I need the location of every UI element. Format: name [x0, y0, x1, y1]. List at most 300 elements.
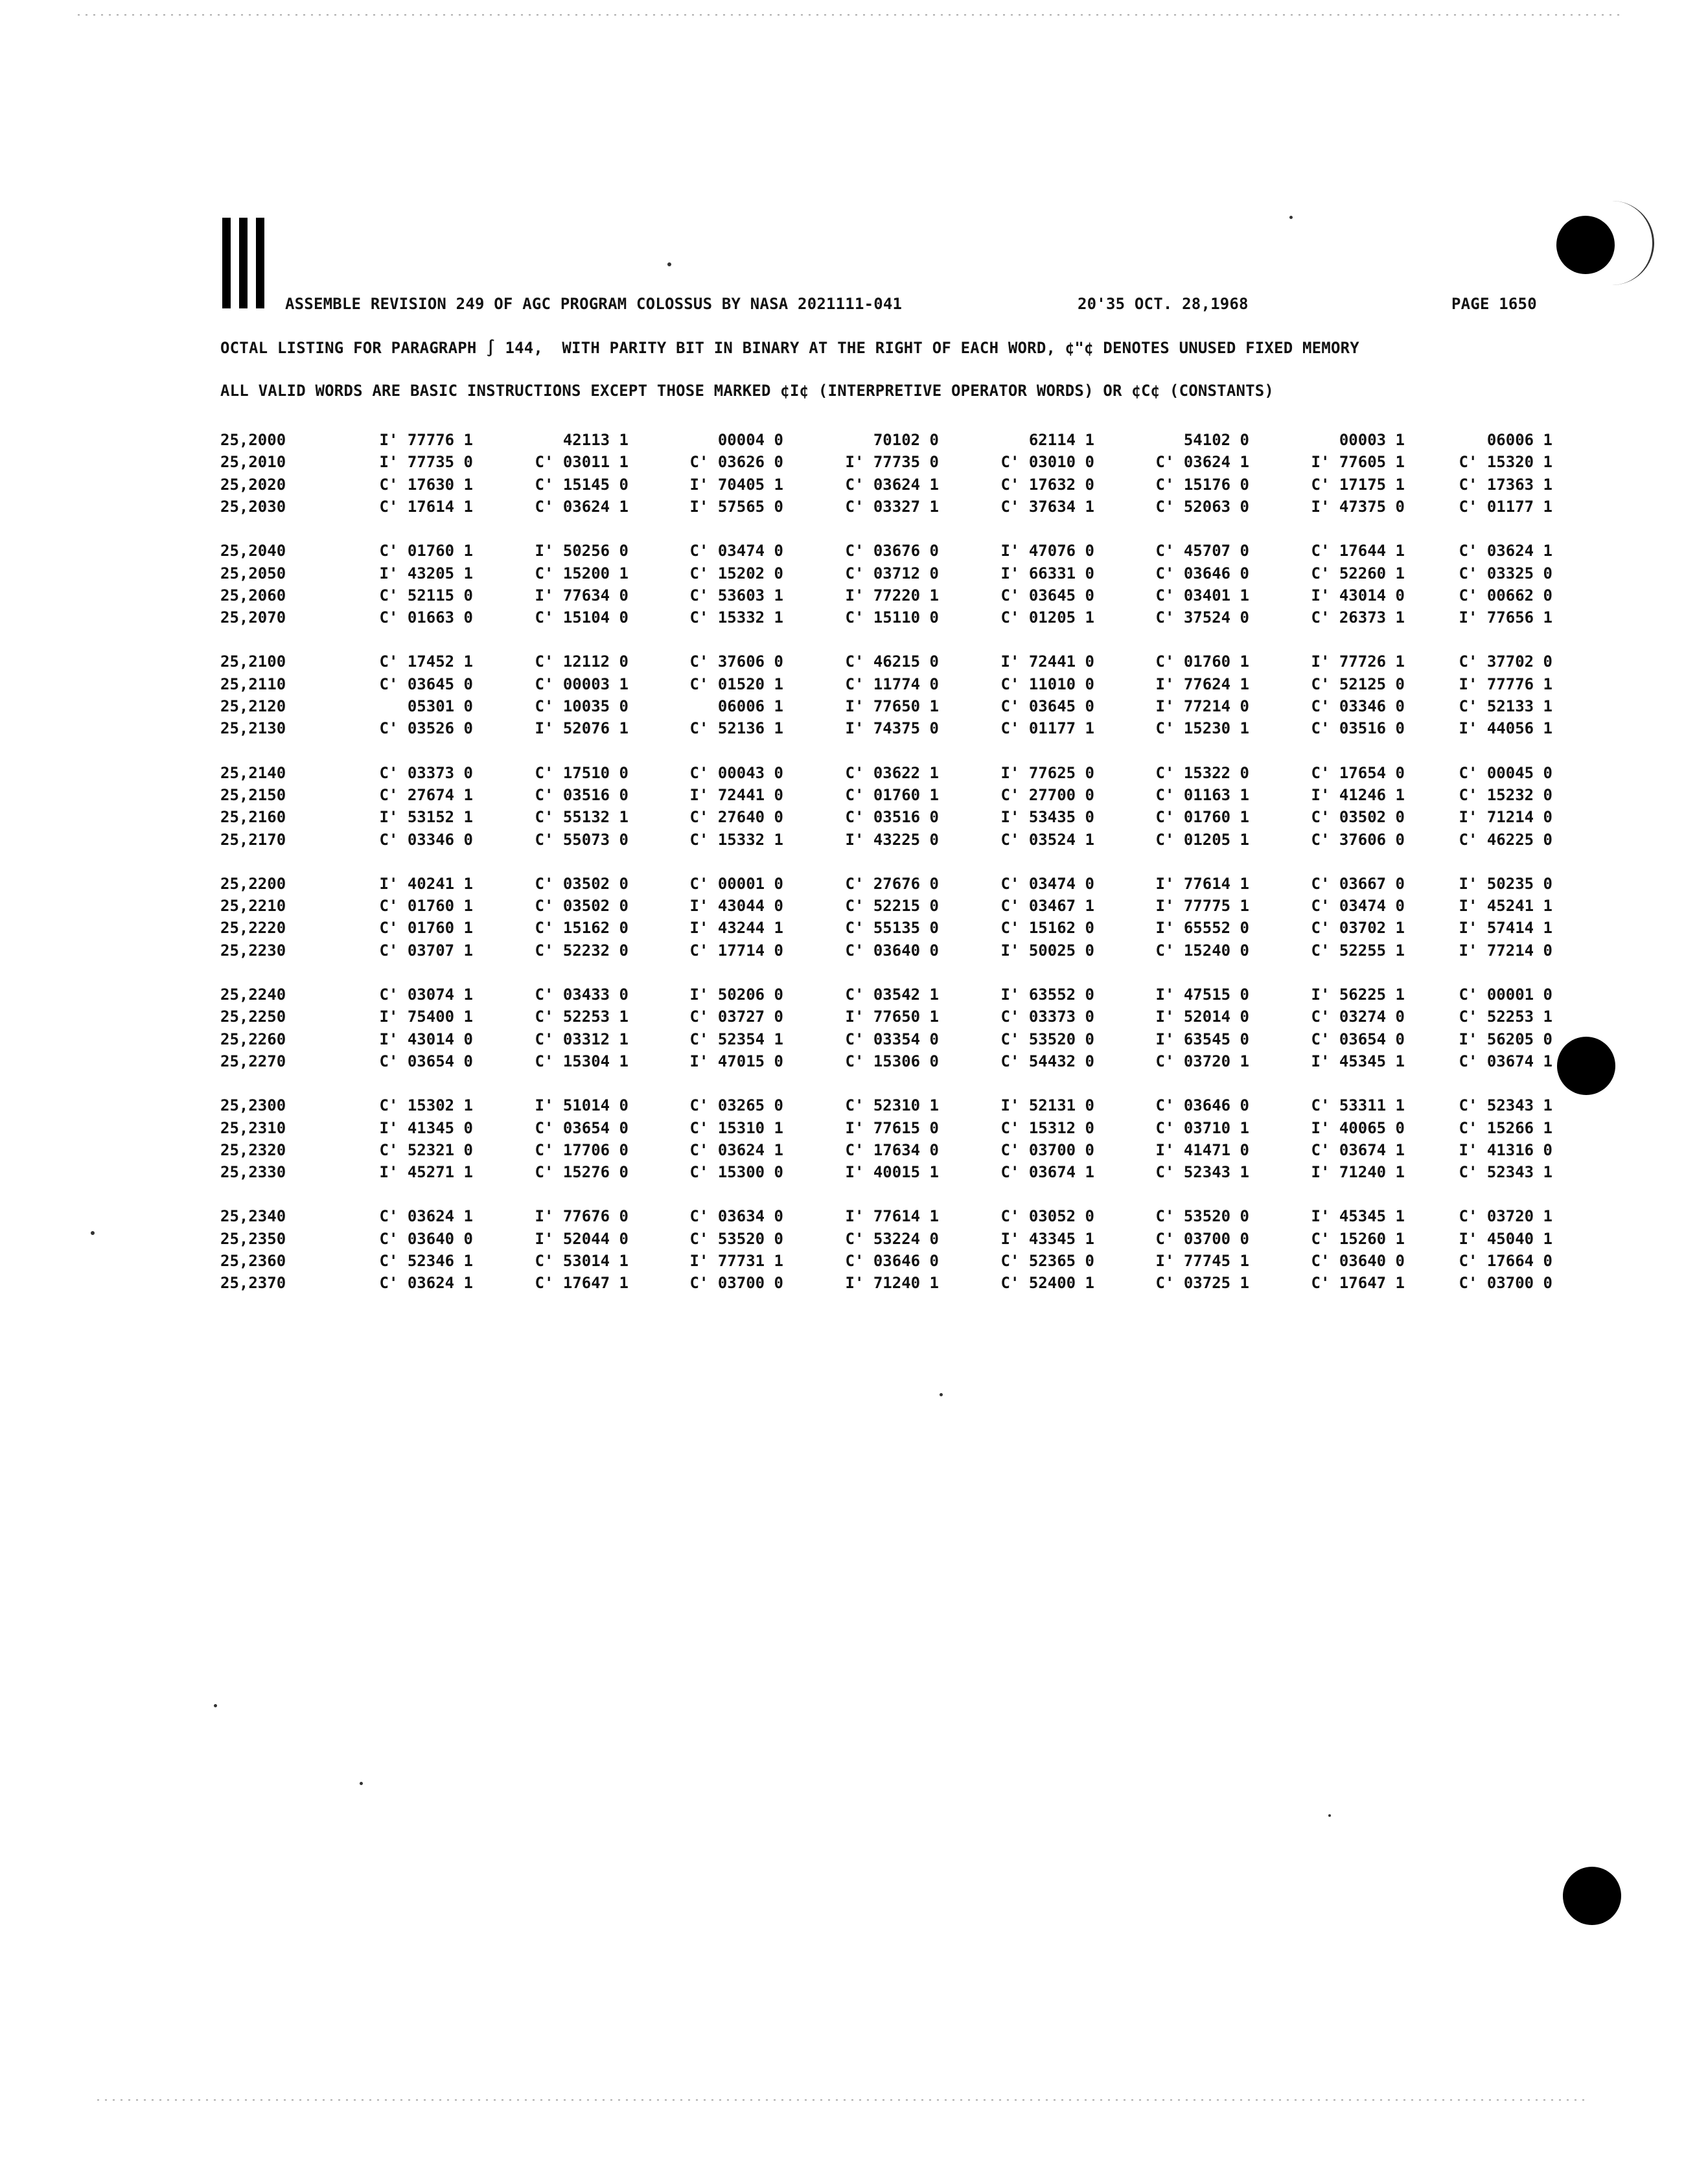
memory-word: C' 15300 0: [689, 1163, 783, 1182]
row-address: 25,2130: [220, 719, 286, 738]
memory-word: C' 12112 0: [535, 652, 629, 671]
memory-word: I' 75400 1: [379, 1008, 473, 1026]
memory-word: C' 01760 1: [379, 897, 473, 916]
memory-word: C' 03524 1: [1000, 830, 1094, 849]
memory-word: I' 63545 0: [1155, 1030, 1249, 1048]
memory-word: C' 03346 0: [379, 830, 473, 849]
memory-word: I' 50256 0: [535, 542, 629, 560]
memory-word: C' 03346 0: [1311, 697, 1405, 715]
memory-word: C' 00001 0: [1459, 986, 1552, 1004]
memory-word: I' 77735 0: [845, 453, 939, 472]
memory-word: C' 52343 1: [1459, 1096, 1552, 1115]
row-address: 25,2120: [220, 697, 286, 715]
memory-word: I' 77614 1: [1155, 874, 1249, 893]
memory-word: C' 01663 0: [379, 608, 473, 627]
memory-word: C' 15162 0: [1000, 919, 1094, 938]
memory-word: I' 43014 0: [1311, 586, 1405, 605]
memory-word: I' 65552 0: [1155, 919, 1249, 938]
memory-word: C' 00043 0: [689, 763, 783, 782]
memory-word: C' 17647 1: [535, 1274, 629, 1293]
row-address: 25,2350: [220, 1229, 286, 1248]
row-address: 25,2200: [220, 874, 286, 893]
memory-word: 00003 1: [1339, 431, 1405, 449]
speck: [214, 1704, 217, 1707]
memory-word: I' 56205 0: [1459, 1030, 1552, 1048]
memory-word: C' 03354 0: [845, 1030, 939, 1048]
memory-word: C' 01163 1: [1155, 785, 1249, 804]
memory-word: I' 45040 1: [1459, 1229, 1552, 1248]
memory-word: C' 03624 1: [379, 1207, 473, 1226]
memory-word: C' 37606 0: [1311, 830, 1405, 849]
memory-word: C' 15145 0: [535, 475, 629, 494]
assembly-date: 20'35 OCT. 28,1968: [1078, 295, 1249, 313]
memory-word: C' 03325 0: [1459, 564, 1552, 583]
memory-word: C' 37702 0: [1459, 652, 1552, 671]
memory-word: C' 03622 1: [845, 763, 939, 782]
memory-word: I' 47076 0: [1000, 542, 1094, 560]
memory-word: C' 03727 0: [689, 1008, 783, 1026]
memory-word: C' 52253 1: [1459, 1008, 1552, 1026]
memory-word: I' 52076 1: [535, 719, 629, 738]
memory-word: C' 03010 0: [1000, 453, 1094, 472]
row-address: 25,2260: [220, 1030, 286, 1048]
row-address: 25,2240: [220, 986, 286, 1004]
memory-word: C' 15162 0: [535, 919, 629, 938]
memory-word: C' 01760 1: [845, 785, 939, 804]
memory-word: C' 01760 1: [1155, 808, 1249, 827]
memory-word: I' 77676 0: [535, 1207, 629, 1226]
row-address: 25,2050: [220, 564, 286, 583]
memory-word: I' 77745 1: [1155, 1252, 1249, 1270]
memory-word: C' 15240 0: [1155, 941, 1249, 960]
memory-word: C' 03373 0: [1000, 1008, 1094, 1026]
memory-word: C' 52400 1: [1000, 1274, 1094, 1293]
row-address: 25,2150: [220, 785, 286, 804]
row-address: 25,2060: [220, 586, 286, 605]
memory-word: C' 17634 0: [845, 1140, 939, 1159]
memory-word: C' 37606 0: [689, 652, 783, 671]
memory-word: I' 41345 0: [379, 1118, 473, 1137]
memory-word: C' 03516 0: [1311, 719, 1405, 738]
row-address: 25,2100: [220, 652, 286, 671]
memory-word: C' 03640 0: [845, 941, 939, 960]
memory-word: C' 03433 0: [535, 986, 629, 1004]
memory-word: I' 77731 1: [689, 1252, 783, 1270]
memory-word: C' 17706 0: [535, 1140, 629, 1159]
row-address: 25,2270: [220, 1052, 286, 1070]
memory-word: C' 03011 1: [535, 453, 629, 472]
memory-word: C' 52136 1: [689, 719, 783, 738]
memory-word: I' 77220 1: [845, 586, 939, 605]
memory-word: C' 03474 0: [1000, 874, 1094, 893]
memory-word: I' 43225 0: [845, 830, 939, 849]
memory-word: C' 15332 1: [689, 608, 783, 627]
memory-word: C' 15276 0: [535, 1163, 629, 1182]
hole-punch-middle: [1557, 1037, 1615, 1095]
memory-word: I' 57414 1: [1459, 919, 1552, 938]
memory-word: C' 26373 1: [1311, 608, 1405, 627]
memory-word: C' 52125 0: [1311, 675, 1405, 693]
memory-word: I' 41246 1: [1311, 785, 1405, 804]
memory-word: I' 77614 1: [845, 1207, 939, 1226]
memory-word: I' 45271 1: [379, 1163, 473, 1182]
memory-word: C' 52115 0: [379, 586, 473, 605]
memory-word: C' 46225 0: [1459, 830, 1552, 849]
memory-word: C' 03526 0: [379, 719, 473, 738]
row-address: 25,2300: [220, 1096, 286, 1115]
memory-word: I' 43345 1: [1000, 1229, 1094, 1248]
memory-word: C' 01177 1: [1000, 719, 1094, 738]
memory-word: C' 03373 0: [379, 763, 473, 782]
memory-word: 00004 0: [717, 431, 783, 449]
memory-word: I' 51014 0: [535, 1096, 629, 1115]
memory-word: I' 72441 0: [689, 785, 783, 804]
memory-word: C' 52321 0: [379, 1140, 473, 1159]
memory-word: C' 03674 1: [1000, 1163, 1094, 1182]
memory-word: C' 52346 1: [379, 1252, 473, 1270]
memory-word: C' 03474 0: [689, 542, 783, 560]
memory-word: C' 03516 0: [535, 785, 629, 804]
memory-word: C' 03542 1: [845, 986, 939, 1004]
memory-word: C' 55135 0: [845, 919, 939, 938]
memory-word: C' 03645 0: [379, 675, 473, 693]
header-line-3: ALL VALID WORDS ARE BASIC INSTRUCTIONS EXCEPT THOSE MARKED ¢I¢ (INTERPRETIVE OPERATOR WORDS) OR ¢C¢ (CONSTANTS): [220, 382, 1275, 400]
memory-word: C' 53520 0: [1155, 1207, 1249, 1226]
memory-word: C' 03700 0: [1155, 1229, 1249, 1248]
memory-word: I' 41316 0: [1459, 1140, 1552, 1159]
memory-word: C' 01177 1: [1459, 497, 1552, 516]
memory-word: I' 52044 0: [535, 1229, 629, 1248]
memory-word: C' 17644 1: [1311, 542, 1405, 560]
memory-word: C' 15322 0: [1155, 763, 1249, 782]
memory-word: C' 03640 0: [1311, 1252, 1405, 1270]
memory-word: 62114 1: [1028, 431, 1094, 449]
memory-word: C' 00662 0: [1459, 586, 1552, 605]
memory-word: I' 66331 0: [1000, 564, 1094, 583]
memory-word: C' 01760 1: [379, 542, 473, 560]
memory-word: C' 03624 1: [535, 497, 629, 516]
memory-word: I' 53152 1: [379, 808, 473, 827]
memory-word: C' 15332 1: [689, 830, 783, 849]
memory-word: I' 44056 1: [1459, 719, 1552, 738]
memory-word: I' 77214 0: [1459, 941, 1552, 960]
memory-word: C' 15176 0: [1155, 475, 1249, 494]
row-address: 25,2370: [220, 1274, 286, 1293]
memory-word: C' 27676 0: [845, 874, 939, 893]
memory-word: I' 77735 0: [379, 453, 473, 472]
memory-word: C' 03312 1: [535, 1030, 629, 1048]
memory-word: C' 17632 0: [1000, 475, 1094, 494]
memory-word: C' 03667 0: [1311, 874, 1405, 893]
memory-word: C' 03712 0: [845, 564, 939, 583]
memory-word: 06006 1: [1486, 431, 1552, 449]
memory-word: C' 17175 1: [1311, 475, 1405, 494]
memory-word: C' 52365 0: [1000, 1252, 1094, 1270]
memory-word: C' 03710 1: [1155, 1118, 1249, 1137]
memory-word: C' 03074 1: [379, 986, 473, 1004]
memory-word: 05301 0: [407, 697, 473, 715]
memory-word: C' 03707 1: [379, 941, 473, 960]
memory-word: 42113 1: [562, 431, 629, 449]
memory-word: C' 45707 0: [1155, 542, 1249, 560]
memory-word: C' 03700 0: [1000, 1140, 1094, 1159]
memory-word: I' 77776 1: [379, 431, 473, 449]
memory-word: C' 15202 0: [689, 564, 783, 583]
memory-word: I' 47015 0: [689, 1052, 783, 1070]
memory-word: C' 15230 1: [1155, 719, 1249, 738]
memory-word: C' 52343 1: [1459, 1163, 1552, 1182]
memory-word: C' 10035 0: [535, 697, 629, 715]
memory-word: C' 03646 0: [845, 1252, 939, 1270]
memory-word: C' 03640 0: [379, 1229, 473, 1248]
memory-word: C' 03624 1: [1155, 453, 1249, 472]
row-address: 25,2070: [220, 608, 286, 627]
memory-word: C' 01760 1: [379, 919, 473, 938]
memory-word: C' 03645 0: [1000, 586, 1094, 605]
memory-word: C' 01760 1: [1155, 652, 1249, 671]
memory-word: C' 52253 1: [535, 1008, 629, 1026]
memory-word: I' 43014 0: [379, 1030, 473, 1048]
memory-word: I' 77775 1: [1155, 897, 1249, 916]
memory-word: I' 77624 1: [1155, 675, 1249, 693]
memory-word: I' 71240 1: [845, 1274, 939, 1293]
memory-word: I' 70405 1: [689, 475, 783, 494]
memory-word: C' 03052 0: [1000, 1207, 1094, 1226]
memory-word: I' 40015 1: [845, 1163, 939, 1182]
memory-word: I' 63552 0: [1000, 986, 1094, 1004]
memory-word: I' 77634 0: [535, 586, 629, 605]
memory-word: I' 77650 1: [845, 697, 939, 715]
memory-word: I' 77605 1: [1311, 453, 1405, 472]
memory-word: C' 55132 1: [535, 808, 629, 827]
speck: [1328, 1814, 1331, 1817]
memory-word: 70102 0: [873, 431, 939, 449]
memory-word: C' 03654 0: [1311, 1030, 1405, 1048]
memory-word: C' 15232 0: [1459, 785, 1552, 804]
hole-punch-top: [1556, 216, 1615, 274]
speck: [940, 1393, 943, 1396]
memory-word: C' 37524 0: [1155, 608, 1249, 627]
memory-word: C' 52354 1: [689, 1030, 783, 1048]
memory-word: C' 54432 0: [1000, 1052, 1094, 1070]
memory-word: C' 03474 0: [1311, 897, 1405, 916]
memory-word: C' 03626 0: [689, 453, 783, 472]
memory-word: C' 52232 0: [535, 941, 629, 960]
memory-word: C' 53603 1: [689, 586, 783, 605]
memory-word: C' 17654 0: [1311, 763, 1405, 782]
memory-word: C' 17510 0: [535, 763, 629, 782]
row-address: 25,2030: [220, 497, 286, 516]
row-address: 25,2250: [220, 1008, 286, 1026]
top-edge-noise: [78, 14, 1620, 16]
memory-word: C' 03502 0: [535, 897, 629, 916]
memory-word: C' 03720 1: [1155, 1052, 1249, 1070]
memory-word: C' 52343 1: [1155, 1163, 1249, 1182]
memory-word: C' 01205 1: [1155, 830, 1249, 849]
row-address: 25,2360: [220, 1252, 286, 1270]
memory-word: C' 03700 0: [689, 1274, 783, 1293]
memory-word: C' 53224 0: [845, 1229, 939, 1248]
memory-word: 06006 1: [717, 697, 783, 715]
row-address: 25,2000: [220, 431, 286, 449]
memory-word: C' 17452 1: [379, 652, 473, 671]
memory-word: C' 03674 1: [1311, 1140, 1405, 1159]
row-address: 25,2310: [220, 1118, 286, 1137]
memory-word: I' 72441 0: [1000, 652, 1094, 671]
memory-word: C' 15302 1: [379, 1096, 473, 1115]
memory-word: C' 27674 1: [379, 785, 473, 804]
page-number: PAGE 1650: [1451, 295, 1537, 313]
memory-word: C' 15320 1: [1459, 453, 1552, 472]
memory-word: C' 03646 0: [1155, 564, 1249, 583]
row-address: 25,2210: [220, 897, 286, 916]
memory-word: C' 27640 0: [689, 808, 783, 827]
speck: [360, 1782, 363, 1785]
memory-word: I' 41471 0: [1155, 1140, 1249, 1159]
memory-word: C' 15110 0: [845, 608, 939, 627]
memory-word: C' 17647 1: [1311, 1274, 1405, 1293]
memory-word: C' 03502 0: [1311, 808, 1405, 827]
memory-word: I' 71214 0: [1459, 808, 1552, 827]
memory-word: C' 03274 0: [1311, 1008, 1405, 1026]
memory-word: C' 53520 0: [1000, 1030, 1094, 1048]
memory-word: C' 03624 1: [379, 1274, 473, 1293]
memory-word: C' 17630 1: [379, 475, 473, 494]
memory-word: C' 15266 1: [1459, 1118, 1552, 1137]
row-address: 25,2110: [220, 675, 286, 693]
memory-word: C' 52133 1: [1459, 697, 1552, 715]
memory-word: C' 03654 0: [379, 1052, 473, 1070]
memory-word: I' 43205 1: [379, 564, 473, 583]
memory-word: C' 17714 0: [689, 941, 783, 960]
memory-word: C' 15312 0: [1000, 1118, 1094, 1137]
memory-word: I' 77726 1: [1311, 652, 1405, 671]
memory-word: 54102 0: [1183, 431, 1249, 449]
memory-word: I' 53435 0: [1000, 808, 1094, 827]
memory-word: C' 03645 0: [1000, 697, 1094, 715]
bottom-edge-noise: [97, 2099, 1587, 2101]
memory-word: C' 46215 0: [845, 652, 939, 671]
speck: [1289, 216, 1293, 219]
memory-word: I' 43244 1: [689, 919, 783, 938]
memory-word: I' 50235 0: [1459, 874, 1552, 893]
memory-word: C' 03624 1: [1459, 542, 1552, 560]
memory-word: I' 77214 0: [1155, 697, 1249, 715]
memory-word: I' 45345 1: [1311, 1052, 1405, 1070]
memory-word: C' 55073 0: [535, 830, 629, 849]
memory-word: I' 52131 0: [1000, 1096, 1094, 1115]
memory-word: C' 03700 0: [1459, 1274, 1552, 1293]
row-address: 25,2020: [220, 475, 286, 494]
memory-word: C' 00001 0: [689, 874, 783, 893]
memory-word: C' 17614 1: [379, 497, 473, 516]
memory-word: I' 77650 1: [845, 1008, 939, 1026]
memory-word: C' 15200 1: [535, 564, 629, 583]
memory-word: I' 45345 1: [1311, 1207, 1405, 1226]
memory-word: I' 74375 0: [845, 719, 939, 738]
memory-word: C' 15304 1: [535, 1052, 629, 1070]
memory-word: C' 03676 0: [845, 542, 939, 560]
memory-word: I' 77615 0: [845, 1118, 939, 1137]
memory-word: C' 17363 1: [1459, 475, 1552, 494]
memory-word: C' 03401 1: [1155, 586, 1249, 605]
memory-word: C' 01520 1: [689, 675, 783, 693]
memory-word: I' 77656 1: [1459, 608, 1552, 627]
memory-word: C' 52310 1: [845, 1096, 939, 1115]
speck: [667, 262, 671, 266]
memory-word: C' 03624 1: [689, 1140, 783, 1159]
memory-word: C' 03646 0: [1155, 1096, 1249, 1115]
memory-word: I' 43044 0: [689, 897, 783, 916]
memory-word: I' 52014 0: [1155, 1008, 1249, 1026]
memory-word: C' 15310 1: [689, 1118, 783, 1137]
memory-word: C' 03327 1: [845, 497, 939, 516]
memory-word: C' 15306 0: [845, 1052, 939, 1070]
memory-word: I' 47375 0: [1311, 497, 1405, 516]
memory-word: C' 03516 0: [845, 808, 939, 827]
row-address: 25,2230: [220, 941, 286, 960]
memory-word: C' 15104 0: [535, 608, 629, 627]
memory-word: C' 03674 1: [1459, 1052, 1552, 1070]
memory-word: I' 40241 1: [379, 874, 473, 893]
memory-word: I' 77776 1: [1459, 675, 1552, 693]
memory-word: C' 52255 1: [1311, 941, 1405, 960]
memory-word: I' 40065 0: [1311, 1118, 1405, 1137]
memory-word: C' 52215 0: [845, 897, 939, 916]
memory-word: I' 77625 0: [1000, 763, 1094, 782]
row-address: 25,2040: [220, 542, 286, 560]
memory-word: I' 71240 1: [1311, 1163, 1405, 1182]
memory-word: C' 17664 0: [1459, 1252, 1552, 1270]
row-address: 25,2010: [220, 453, 286, 472]
memory-word: I' 57565 0: [689, 497, 783, 516]
speck: [91, 1231, 95, 1235]
memory-word: C' 11010 0: [1000, 675, 1094, 693]
memory-word: C' 53311 1: [1311, 1096, 1405, 1115]
row-address: 25,2140: [220, 763, 286, 782]
memory-word: C' 03634 0: [689, 1207, 783, 1226]
memory-word: I' 47515 0: [1155, 986, 1249, 1004]
memory-word: C' 15260 1: [1311, 1229, 1405, 1248]
memory-word: C' 52063 0: [1155, 497, 1249, 516]
memory-word: C' 11774 0: [845, 675, 939, 693]
row-address: 25,2340: [220, 1207, 286, 1226]
memory-word: I' 50206 0: [689, 986, 783, 1004]
memory-word: C' 53520 0: [689, 1229, 783, 1248]
row-address: 25,2320: [220, 1140, 286, 1159]
row-address: 25,2170: [220, 830, 286, 849]
hole-punch-bottom: [1563, 1867, 1621, 1925]
memory-word: C' 03502 0: [535, 874, 629, 893]
memory-word: C' 01205 1: [1000, 608, 1094, 627]
memory-word: C' 03265 0: [689, 1096, 783, 1115]
header-line-2: OCTAL LISTING FOR PARAGRAPH ∫ 144, WITH PARITY BIT IN BINARY AT THE RIGHT OF EACH WORD, ¢"¢ DENOTES UNUSED FIXED MEMORY: [220, 339, 1359, 357]
memory-word: I' 45241 1: [1459, 897, 1552, 916]
memory-word: C' 27700 0: [1000, 785, 1094, 804]
memory-word: C' 53014 1: [535, 1252, 629, 1270]
memory-word: I' 50025 0: [1000, 941, 1094, 960]
memory-word: C' 37634 1: [1000, 497, 1094, 516]
row-address: 25,2330: [220, 1163, 286, 1182]
memory-word: C' 03702 1: [1311, 919, 1405, 938]
memory-word: C' 00003 1: [535, 675, 629, 693]
memory-word: C' 03720 1: [1459, 1207, 1552, 1226]
memory-word: C' 00045 0: [1459, 763, 1552, 782]
memory-word: C' 03654 0: [535, 1118, 629, 1137]
memory-word: C' 03467 1: [1000, 897, 1094, 916]
memory-word: C' 03624 1: [845, 475, 939, 494]
memory-word: I' 56225 1: [1311, 986, 1405, 1004]
